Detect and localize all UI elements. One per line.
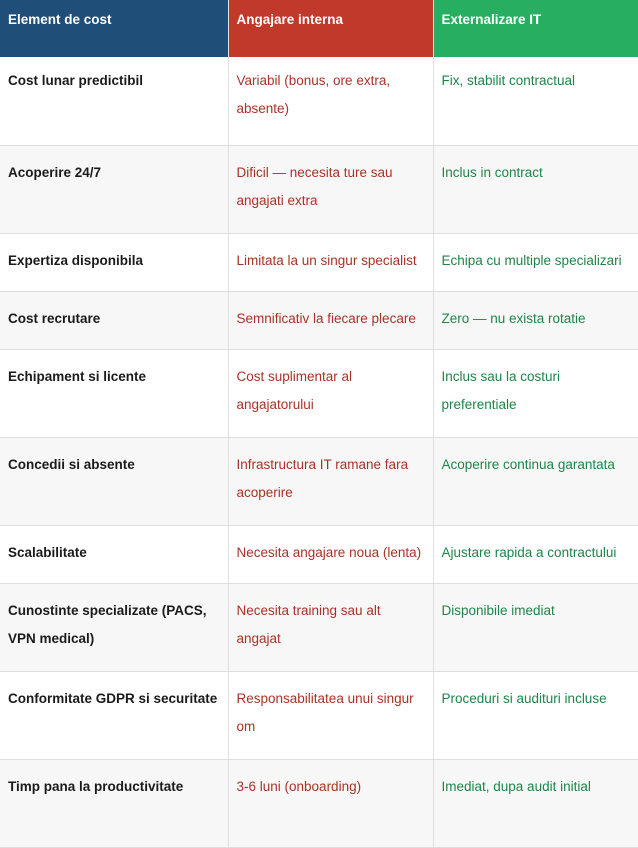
header-extern: Externalizare IT: [433, 0, 638, 57]
row-extern: Inclus in contract: [433, 145, 638, 233]
row-extern: Acoperire continua garantata: [433, 437, 638, 525]
header-row: [0, 0, 638, 57]
table-row: [0, 525, 638, 583]
row-element: Acoperire 24/7: [0, 145, 228, 233]
table-row: [0, 349, 638, 437]
table-row: [0, 583, 638, 671]
row-element: Timp pana la productivitate: [0, 759, 228, 847]
row-intern: Limitata la un singur specialist: [228, 233, 433, 291]
row-extern: Ajustare rapida a contractului: [433, 525, 638, 583]
table-row: [0, 291, 638, 349]
row-extern: Echipa cu multiple specializari: [433, 233, 638, 291]
row-element: Cost lunar predictibil: [0, 57, 228, 145]
row-intern: Infrastructura IT ramane fara acoperire: [228, 437, 433, 525]
table-row: [0, 145, 638, 233]
row-element: Cost recrutare: [0, 291, 228, 349]
row-extern: Disponibile imediat: [433, 583, 638, 671]
row-intern: 3-6 luni (onboarding): [228, 759, 433, 847]
header-intern: Angajare interna: [228, 0, 433, 57]
row-intern: Necesita angajare noua (lenta): [228, 525, 433, 583]
table-row: [0, 57, 638, 145]
row-intern: Semnificativ la fiecare plecare: [228, 291, 433, 349]
row-intern: Variabil (bonus, ore extra, absente): [228, 57, 433, 145]
row-intern: Responsabilitatea unui singur om: [228, 671, 433, 759]
row-element: Concedii si absente: [0, 437, 228, 525]
row-extern: Imediat, dupa audit initial: [433, 759, 638, 847]
row-intern: Cost suplimentar al angajatorului: [228, 349, 433, 437]
row-element: Echipament si licente: [0, 349, 228, 437]
row-intern: Dificil — necesita ture sau angajati extra: [228, 145, 433, 233]
table-row: [0, 437, 638, 525]
row-element: Conformitate GDPR si securitate: [0, 671, 228, 759]
table-row: [0, 233, 638, 291]
header-element: Element de cost: [0, 0, 228, 57]
row-extern: Zero — nu exista rotatie: [433, 291, 638, 349]
row-extern: Fix, stabilit contractual: [433, 57, 638, 145]
table-row: [0, 671, 638, 759]
row-element: Scalabilitate: [0, 525, 228, 583]
row-element: Expertiza disponibila: [0, 233, 228, 291]
row-element: Cunostinte specializate (PACS, VPN medical): [0, 583, 228, 671]
row-extern: Inclus sau la costuri preferentiale: [433, 349, 638, 437]
row-extern: Proceduri si audituri incluse: [433, 671, 638, 759]
row-intern: Necesita training sau alt angajat: [228, 583, 433, 671]
table-row: [0, 759, 638, 847]
